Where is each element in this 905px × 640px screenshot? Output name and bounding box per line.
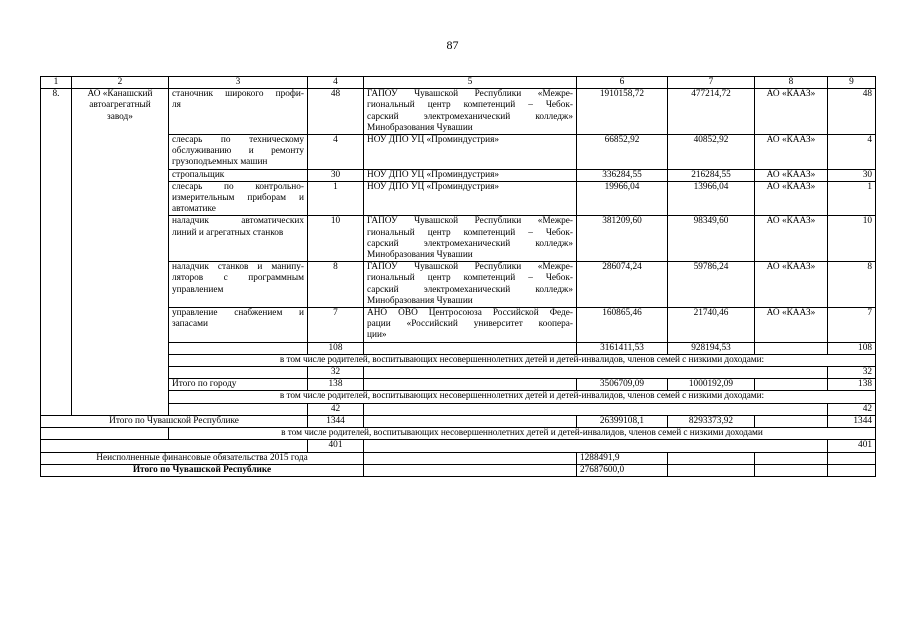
- row-number: 8.: [41, 89, 72, 416]
- text-line: сарский электромеханический колледж»: [367, 111, 573, 122]
- note-text: в том числе родителей, воспитывающих несовершеннолетних детей и детей-инвалидов, членов семей с низкими доходами:: [169, 354, 876, 366]
- note-blank: [41, 428, 169, 440]
- profession-cell: [169, 135, 308, 170]
- amount-cell: 160865,46: [577, 308, 668, 343]
- text-line: станочник широкого профи-: [172, 89, 304, 100]
- text-line: рации «Российский университет коопера-: [367, 319, 573, 330]
- parents-blank: [364, 440, 828, 452]
- financing-table: [40, 76, 876, 477]
- total-cell: 8: [828, 262, 876, 308]
- count-cell: 1: [308, 181, 364, 216]
- total-cell: 1: [828, 181, 876, 216]
- subtotal-employer: [755, 342, 828, 354]
- subtotal-count: 108: [308, 342, 364, 354]
- republic-total-provider: [364, 415, 577, 427]
- text-line: гиональный центр компетенций – Чебок-: [367, 273, 573, 284]
- republic-total-count: 1344: [308, 415, 364, 427]
- header-cell: 5: [364, 77, 577, 89]
- amount2-cell: 13966,04: [668, 181, 755, 216]
- grand-total-blank: [755, 464, 828, 476]
- text-line: запасами: [172, 319, 209, 330]
- republic-total-row: [41, 415, 876, 427]
- republic-total-employer: [755, 415, 828, 427]
- text-line: ляторов с программным: [172, 273, 304, 284]
- employer-cell: АО «КААЗ»: [755, 262, 828, 308]
- organization-name: АО «Канашский автоагрегатный завод»: [72, 89, 169, 416]
- city-total-label: Итого по городу: [169, 379, 308, 391]
- total-cell: 10: [828, 216, 876, 262]
- text-line: грузоподъемных машин: [172, 157, 268, 168]
- text-line: управлением: [172, 284, 224, 295]
- city-total-count: 138: [308, 379, 364, 391]
- count-cell: 30: [308, 169, 364, 181]
- provider-cell: [364, 135, 577, 170]
- unfulfilled-blank: [828, 452, 876, 464]
- profession-cell: [169, 308, 308, 343]
- text-line: измерительным приборам и: [172, 193, 304, 204]
- total-cell: 7: [828, 308, 876, 343]
- grand-total-row: [41, 464, 876, 476]
- text-line: Минобразования Чувашии: [367, 122, 473, 133]
- profession-cell: [169, 169, 308, 181]
- parents-blank: [364, 367, 828, 379]
- amount2-cell: 477214,72: [668, 89, 755, 135]
- note-text: в том числе родителей, воспитывающих несовершеннолетних детей и детей-инвалидов, членов семей с низкими доходами:: [169, 391, 876, 403]
- count-cell: 4: [308, 135, 364, 170]
- profession-cell: [169, 181, 308, 216]
- header-row: [41, 77, 876, 89]
- header-cell: 6: [577, 77, 668, 89]
- text-line: ГАПОУ Чувашской Республики «Межре-: [367, 262, 573, 273]
- text-line: ции»: [367, 330, 387, 341]
- city-total-employer: [755, 379, 828, 391]
- parents-label: [169, 403, 308, 415]
- text-line: НОУ ДПО УЦ «Проминдустрия»: [367, 169, 500, 180]
- text-line: слесарь по контрольно-: [172, 181, 304, 192]
- amount-cell: 381209,60: [577, 216, 668, 262]
- grand-total-blank: [668, 464, 755, 476]
- republic-total-label: Итого по Чувашской Республике: [41, 415, 308, 427]
- text-line: управление снабжением и: [172, 308, 304, 319]
- unfulfilled-blank: [668, 452, 755, 464]
- employer-cell: АО «КААЗ»: [755, 216, 828, 262]
- grand-total-blank: [828, 464, 876, 476]
- amount-cell: 1910158,72: [577, 89, 668, 135]
- republic-total-amount: 26399108,1: [577, 415, 668, 427]
- text-line: стропальщик: [172, 169, 225, 180]
- employer-cell: АО «КААЗ»: [755, 135, 828, 170]
- note-row: [41, 428, 876, 440]
- header-cell: 9: [828, 77, 876, 89]
- parents-count: 42: [308, 403, 364, 415]
- text-line: гиональный центр компетенций – Чебок-: [367, 100, 573, 111]
- subtotal-label: [169, 342, 308, 354]
- city-total-provider: [364, 379, 577, 391]
- header-cell: 3: [169, 77, 308, 89]
- employer-cell: АО «КААЗ»: [755, 181, 828, 216]
- header-cell: 7: [668, 77, 755, 89]
- amount2-cell: 216284,55: [668, 169, 755, 181]
- unfulfilled-row: [41, 452, 876, 464]
- unfulfilled-blank: [364, 452, 577, 464]
- text-line: наладчик автоматических: [172, 216, 304, 227]
- provider-cell: [364, 308, 577, 343]
- text-line: НОУ ДПО УЦ «Проминдустрия»: [367, 135, 500, 146]
- total-cell: 30: [828, 169, 876, 181]
- provider-cell: [364, 216, 577, 262]
- unfulfilled-amount: 1288491,9: [577, 452, 668, 464]
- parents-total: 42: [828, 403, 876, 415]
- profession-cell: [169, 262, 308, 308]
- parents-count: 401: [308, 440, 364, 452]
- subtotal-amount2: 928194,53: [668, 342, 755, 354]
- text-line: ля: [172, 100, 181, 111]
- parents-total: 32: [828, 367, 876, 379]
- provider-cell: [364, 169, 577, 181]
- header-cell: 8: [755, 77, 828, 89]
- count-cell: 8: [308, 262, 364, 308]
- provider-cell: [364, 181, 577, 216]
- amount2-cell: 40852,92: [668, 135, 755, 170]
- parents-blank: [41, 440, 308, 452]
- header-cell: 2: [72, 77, 169, 89]
- employer-cell: АО «КААЗ»: [755, 89, 828, 135]
- profession-cell: [169, 216, 308, 262]
- count-cell: 10: [308, 216, 364, 262]
- parents-blank: [364, 403, 828, 415]
- grand-total-blank: [364, 464, 577, 476]
- amount-cell: 66852,92: [577, 135, 668, 170]
- text-line: обслуживанию и ремонту: [172, 146, 304, 157]
- header-cell: 4: [308, 77, 364, 89]
- parents-row: [41, 440, 876, 452]
- text-line: гиональный центр компетенций – Чебок-: [367, 227, 573, 238]
- amount-cell: 336284,55: [577, 169, 668, 181]
- text-line: наладчик станков и манипу-: [172, 262, 304, 273]
- parents-count: 32: [308, 367, 364, 379]
- grand-total-label: Итого по Чувашской Республике: [41, 464, 364, 476]
- table-body: [41, 77, 876, 477]
- city-total-total: 138: [828, 379, 876, 391]
- provider-cell: [364, 89, 577, 135]
- city-total-amount: 3506709,09: [577, 379, 668, 391]
- unfulfilled-blank: [755, 452, 828, 464]
- table-row: [41, 89, 876, 135]
- subtotal-total: 108: [828, 342, 876, 354]
- republic-total-amount2: 8293373,92: [668, 415, 755, 427]
- provider-cell: [364, 262, 577, 308]
- subtotal-provider: [364, 342, 577, 354]
- grand-total-amount: 27687600,0: [577, 464, 668, 476]
- subtotal-amount: 3161411,53: [577, 342, 668, 354]
- text-line: АНО ОВО Центросоюза Российской Феде-: [367, 308, 573, 319]
- count-cell: 7: [308, 308, 364, 343]
- count-cell: 48: [308, 89, 364, 135]
- text-line: слесарь по техническому: [172, 135, 304, 146]
- parents-label: [169, 367, 308, 379]
- parents-total: 401: [828, 440, 876, 452]
- text-line: сарский электромеханический колледж»: [367, 238, 573, 249]
- note-text: в том числе родителей, воспитывающих несовершеннолетних детей и детей-инвалидов, членов семей с низкими доходами: [169, 428, 876, 440]
- unfulfilled-label: Неисполненные финансовые обязательства 2015 года: [41, 452, 364, 464]
- total-cell: 48: [828, 89, 876, 135]
- text-line: сарский электромеханический колледж»: [367, 284, 573, 295]
- total-cell: 4: [828, 135, 876, 170]
- amount-cell: 19966,04: [577, 181, 668, 216]
- text-line: линий и агрегатных станков: [172, 227, 284, 238]
- page-number: 87: [446, 38, 459, 52]
- text-line: ГАПОУ Чувашской Республики «Межре-: [367, 216, 573, 227]
- republic-total-total: 1344: [828, 415, 876, 427]
- text-line: ГАПОУ Чувашской Республики «Межре-: [367, 89, 573, 100]
- amount2-cell: 21740,46: [668, 308, 755, 343]
- employer-cell: АО «КААЗ»: [755, 308, 828, 343]
- amount-cell: 286074,24: [577, 262, 668, 308]
- header-cell: 1: [41, 77, 72, 89]
- text-line: автоматике: [172, 204, 216, 215]
- city-total-amount2: 1000192,09: [668, 379, 755, 391]
- profession-cell: [169, 89, 308, 135]
- text-line: НОУ ДПО УЦ «Проминдустрия»: [367, 181, 500, 192]
- text-line: Минобразования Чувашии: [367, 295, 473, 306]
- text-line: Минобразования Чувашии: [367, 250, 473, 261]
- employer-cell: АО «КААЗ»: [755, 169, 828, 181]
- amount2-cell: 59786,24: [668, 262, 755, 308]
- amount2-cell: 98349,60: [668, 216, 755, 262]
